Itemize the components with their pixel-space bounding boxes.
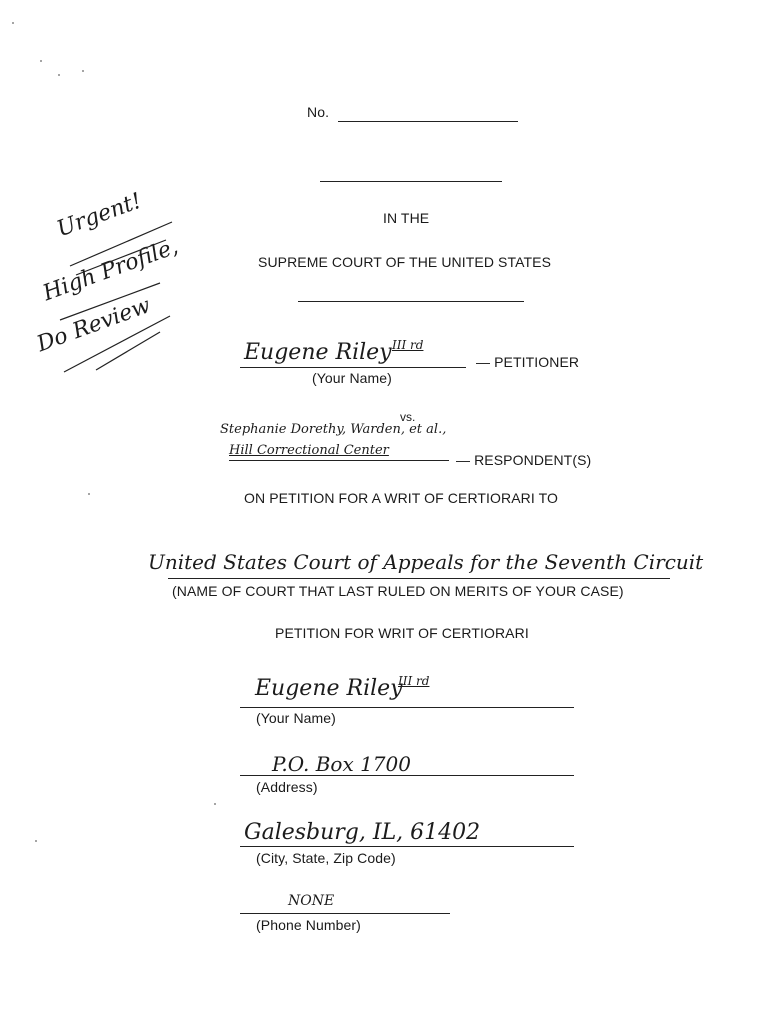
contact-phone-line: [240, 913, 450, 914]
versus-label: vs.: [400, 410, 416, 424]
lower-court-caption: (NAME OF COURT THAT LAST RULED ON MERITS OF YOUR CASE): [172, 583, 624, 599]
respondent-handwritten-line2: Hill Correctional Center: [229, 443, 389, 458]
contact-handwritten-city: Galesburg, IL, 61402: [244, 820, 481, 845]
margin-note-underlines: [0, 0, 200, 400]
margin-note-line2: High Profile,: [39, 234, 182, 307]
on-petition-heading: ON PETITION FOR A WRIT OF CERTIORARI TO: [244, 490, 559, 506]
contact-name-suffix: III rd: [398, 674, 430, 688]
contact-city-line: [240, 846, 574, 847]
margin-note-line3: Do Review: [33, 293, 154, 358]
contact-handwritten-address: P.O. Box 1700: [272, 752, 411, 776]
petitioner-handwritten-name: Eugene Riley: [244, 340, 392, 365]
lower-court-handwritten: United States Court of Appeals for the Seventh Circuit: [148, 550, 704, 574]
respondent-line: [229, 460, 449, 461]
petitioner-name-suffix: III rd: [392, 338, 424, 352]
margin-note-line1: Urgent!: [53, 188, 145, 243]
petitioner-caption: (Your Name): [312, 370, 392, 386]
header-divider-bottom: [298, 301, 524, 302]
header-divider-top: [320, 181, 502, 182]
contact-name-line: [240, 707, 574, 708]
petitioner-line: [240, 367, 466, 368]
contact-address-line: [240, 775, 574, 776]
docket-number-line: [338, 121, 518, 122]
docket-number-label: No.: [307, 104, 330, 120]
court-heading: SUPREME COURT OF THE UNITED STATES: [258, 254, 552, 270]
respondent-role-label: — RESPONDENT(S): [456, 452, 592, 468]
in-the-heading: IN THE: [383, 210, 430, 226]
contact-city-caption: (City, State, Zip Code): [256, 850, 396, 866]
contact-handwritten-phone: NONE: [288, 893, 335, 909]
contact-name-caption: (Your Name): [256, 710, 336, 726]
petitioner-role-label: — PETITIONER: [476, 354, 580, 370]
petition-title: PETITION FOR WRIT OF CERTIORARI: [275, 625, 529, 641]
contact-phone-caption: (Phone Number): [256, 917, 361, 933]
contact-address-caption: (Address): [256, 779, 318, 795]
respondent-handwritten-line1: Stephanie Dorethy, Warden, et al.,: [220, 422, 447, 437]
contact-handwritten-name: Eugene Riley: [255, 676, 403, 701]
lower-court-line: [168, 578, 670, 579]
